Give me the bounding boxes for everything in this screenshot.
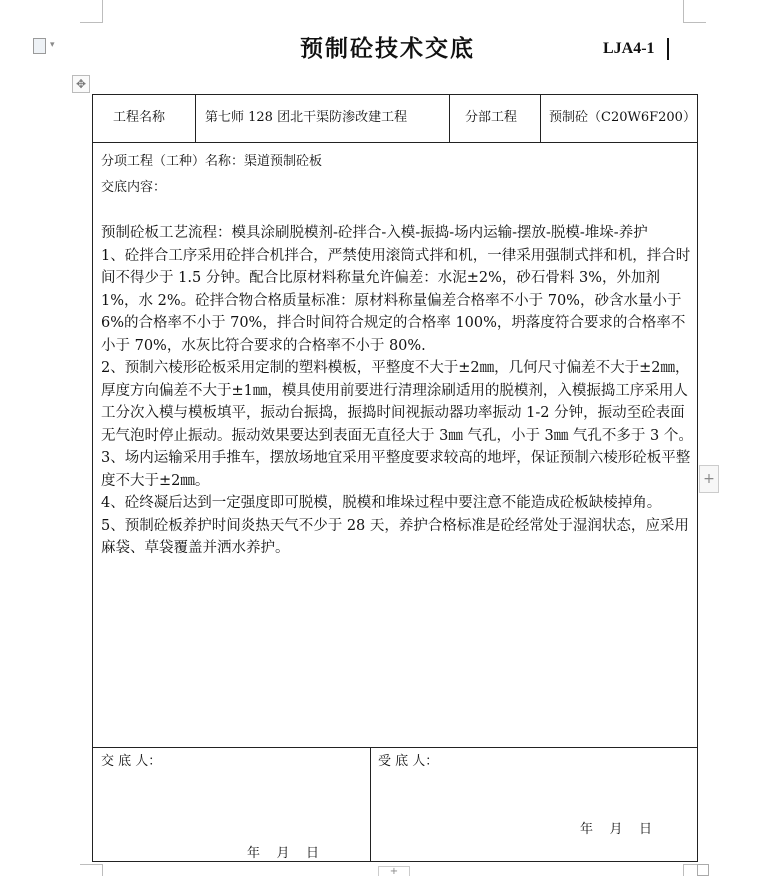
- table-divider: [540, 94, 541, 142]
- subitem-name: 分项工程（工种）名称：渠道预制砼板: [101, 154, 323, 169]
- clause-5-paragraph: 5、预制砼板养护时间炎热天气不少于 28 天，养护合格标准是砼经常处于湿润状态，应采用麻袋、草袋覆盖并洒水养护。: [101, 517, 689, 556]
- table-divider: [370, 747, 371, 862]
- add-column-icon[interactable]: +: [699, 465, 719, 493]
- document-title: 预制砼技术交底: [300, 35, 475, 62]
- receiver-label: 受 底 人：: [378, 754, 439, 769]
- division-value: 预制砼（C20W6F200）: [549, 110, 696, 125]
- clause-4-paragraph: 4、砼终凝后达到一定强度即可脱模，脱模和堆垛过程中要注意不能造成砼板缺棱掉角。: [101, 495, 662, 511]
- project-name-value: 第七师 128 团北干渠防渗改建工程: [205, 110, 408, 125]
- paste-options-icon[interactable]: [33, 38, 59, 54]
- document-code: LJA4-1: [603, 40, 655, 57]
- table-move-handle-icon[interactable]: ✥: [72, 75, 90, 93]
- division-label: 分部工程: [465, 110, 518, 125]
- table-divider: [449, 94, 450, 142]
- table-divider: [92, 142, 698, 143]
- clause-3-paragraph: 3、场内运输采用手推车，摆放场地宜采用平整度要求较高的地坪，保证预制六棱形砼板平整度不大于±2㎜。: [101, 450, 691, 489]
- table-divider: [92, 747, 698, 748]
- disclosure-content: [101, 222, 695, 560]
- document-icon: [33, 38, 46, 54]
- text-cursor: [667, 38, 669, 60]
- page-corner-mark: [683, 0, 706, 23]
- giver-label: 交 底 人：: [101, 754, 162, 769]
- clause-1-paragraph: 1、砼拌合工序采用砼拌合机拌合，严禁使用滚筒式拌和机，一律采用强制式拌和机，拌合时间不得少于 1.5 分钟。配合比原材料称量允许偏差：水泥±2%，砂石骨料 3%，外加剂 1%，水 2%。砼拌合物合格质量标准：原材料称量偏差合格率不小于 70%，砂含水量小于 6%的合格率不小于 70%，拌合时间符合规定的合格率 100%，坍落度符合要求的合格率不小于 70%，水灰比符合要求的合格率不小于 80%.: [101, 247, 691, 354]
- receiver-date: 年 月 日: [580, 822, 653, 837]
- content-label: 交底内容：: [101, 180, 167, 195]
- table-divider: [195, 94, 196, 142]
- page-corner-mark: [80, 864, 103, 876]
- table-resize-handle[interactable]: [697, 864, 709, 876]
- clause-2-paragraph: 2、预制六棱形砼板采用定制的塑料模板，平整度不大于±2㎜，几何尺寸偏差不大于±2㎜，厚度方向偏差不大于±1㎜，模具使用前要进行清理涂刷适用的脱模剂，入模振捣工序采用人工分次入模与模板填平，振动台振捣，振捣时间视振动器功率振动 1-2 分钟，振动至砼表面无气泡时停止振动。振动效果要达到表面无直径大于 3㎜ 气孔，小于 3㎜ 气孔不多于 3 个。: [101, 360, 693, 444]
- chevron-down-icon: ▾: [50, 40, 55, 50]
- process-flow-paragraph: 预制砼板工艺流程：模具涂刷脱模剂-砼拌合-入模-振捣-场内运输-摆放-脱模-堆垛-养护: [101, 225, 648, 241]
- giver-date: 年 月 日: [247, 846, 320, 861]
- page-corner-mark: [80, 0, 103, 23]
- add-row-icon[interactable]: +: [378, 866, 410, 876]
- project-name-label: 工程名称: [113, 110, 166, 125]
